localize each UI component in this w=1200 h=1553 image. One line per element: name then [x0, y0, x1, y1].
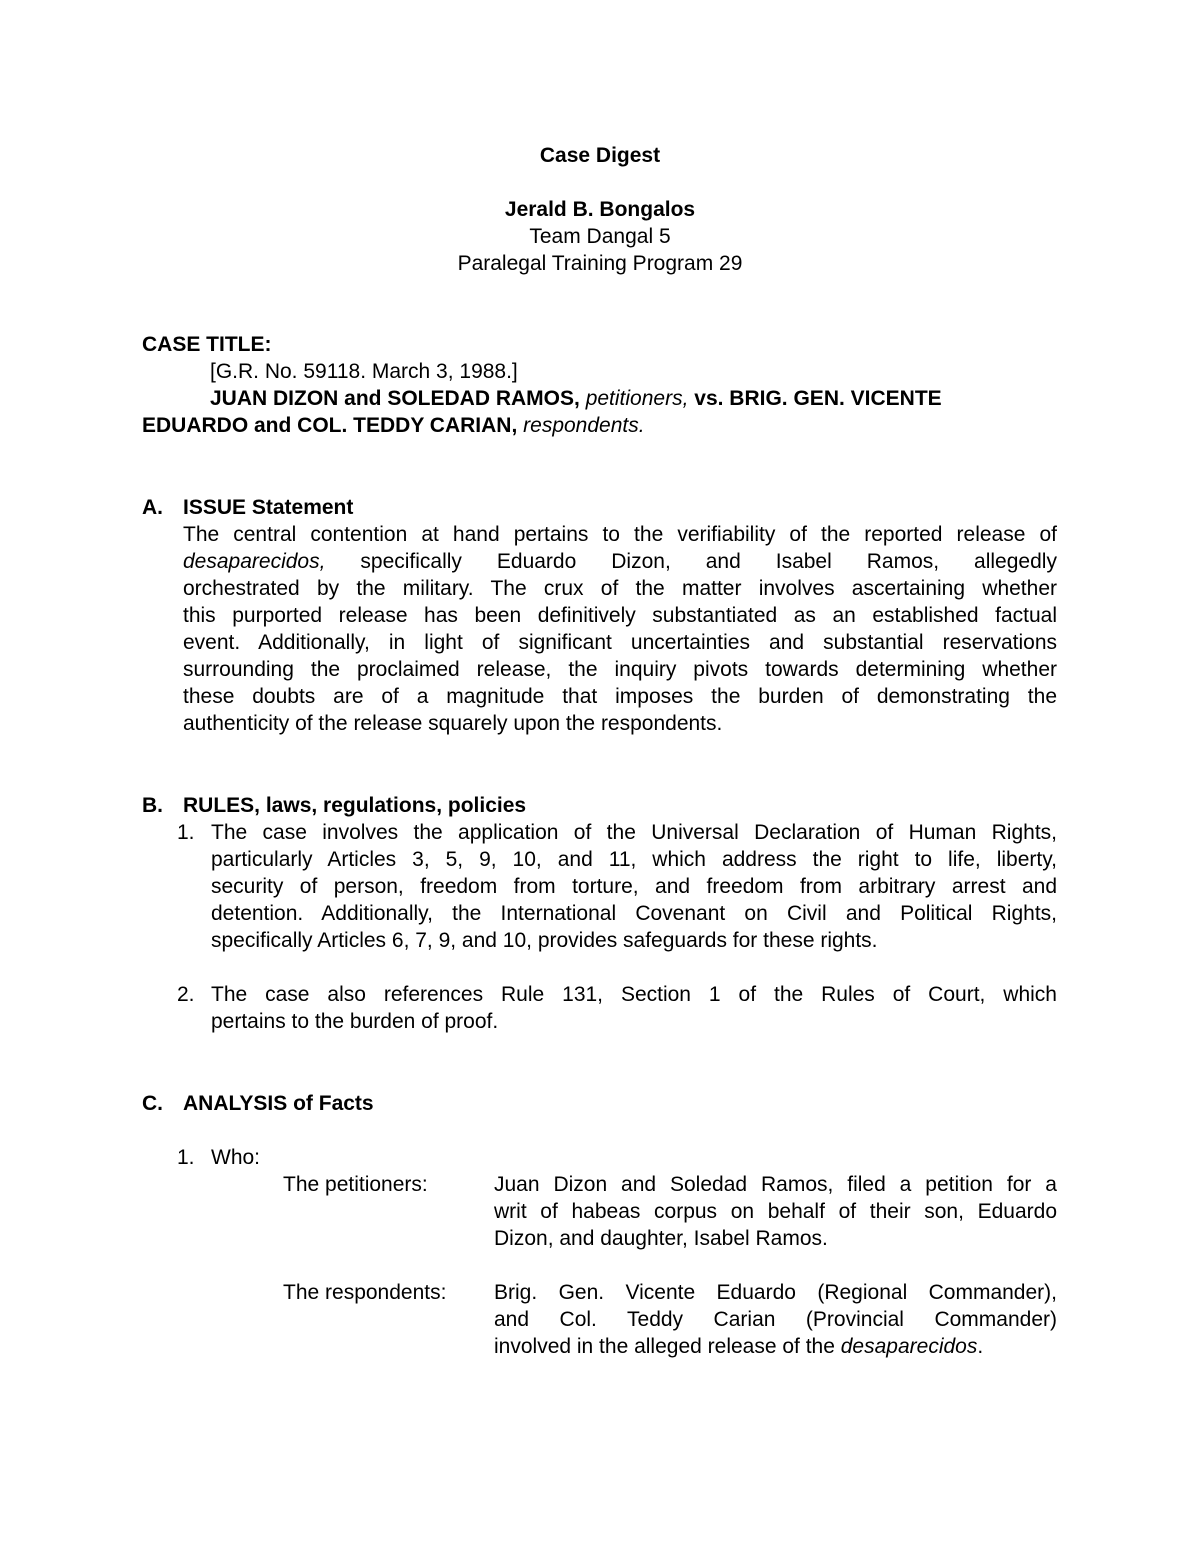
respondents-line-2: and Col. Teddy Carian (Provincial Commander) — [494, 1308, 1057, 1331]
issue-line-2: desaparecidos, specifically Eduardo Dizon, and Isabel Ramos, allegedly — [183, 550, 1057, 573]
petitioners-word: petitioners, — [585, 387, 689, 410]
issue-line-4: this purported release has been definitively substantiated as an established factual — [183, 604, 1057, 627]
respondents-line-1: Brig. Gen. Vicente Eduardo (Regional Commander), — [494, 1281, 1057, 1304]
petitioners-line-1: Juan Dizon and Soledad Ramos, filed a petition for a — [494, 1173, 1057, 1196]
analysis-item-number: 1. — [177, 1146, 195, 1169]
petitioners-line-2: writ of habeas corpus on behalf of their son, Eduardo — [494, 1200, 1057, 1223]
respondents-line-3-end: . — [977, 1335, 984, 1358]
analysis-item-label: Who: — [211, 1146, 261, 1169]
rule-item-1-number: 1. — [177, 821, 195, 844]
petitioners-line-3: Dizon, and daughter, Isabel Ramos. — [494, 1227, 828, 1250]
case-parties-line-1 — [210, 385, 1030, 412]
section-b-heading: RULES, laws, regulations, policies — [183, 794, 527, 817]
issue-line-1: The central contention at hand pertains to the verifiability of the reported release of — [183, 523, 1057, 546]
team-name: Team Dangal 5 — [529, 225, 671, 248]
issue-line-3: orchestrated by the military. The crux of the matter involves ascertaining whether — [183, 577, 1057, 600]
rule-2-line-1: The case also references Rule 131, Section 1 of the Rules of Court, which — [211, 983, 1057, 1006]
program-name: Paralegal Training Program 29 — [457, 252, 743, 275]
author-name: Jerald B. Bongalos — [504, 198, 696, 221]
vs-respondents-start: vs. BRIG. GEN. VICENTE — [694, 387, 942, 410]
gr-number: [G.R. No. 59118. March 3, 1988.] — [210, 360, 518, 383]
respondents-label: The respondents: — [283, 1281, 447, 1304]
petitioners-label: The petitioners: — [283, 1173, 428, 1196]
petitioners-names: JUAN DIZON and SOLEDAD RAMOS, — [210, 387, 580, 410]
rule-1-line-4: detention. Additionally, the International Covenant on Civil and Political Rights, — [211, 902, 1057, 925]
desaparecidos-term-2: desaparecidos — [840, 1335, 978, 1358]
rule-1-line-5: specifically Articles 6, 7, 9, and 10, provides safeguards for these rights. — [211, 929, 878, 952]
issue-line-6: surrounding the proclaimed release, the inquiry pivots towards determining whether — [183, 658, 1057, 681]
rule-item-2-text — [211, 981, 1057, 1035]
rule-1-line-3: security of person, freedom from torture, and freedom from arbitrary arrest and — [211, 875, 1057, 898]
rule-item-2-number: 2. — [177, 983, 195, 1006]
issue-line-7: these doubts are of a magnitude that imposes the burden of demonstrating the — [183, 685, 1057, 708]
document-title: Case Digest — [539, 144, 661, 167]
section-c-heading: ANALYSIS of Facts — [183, 1092, 374, 1115]
issue-statement-paragraph — [183, 521, 1057, 737]
rule-1-line-1: The case involves the application of the Universal Declaration of Human Rights, — [211, 821, 1057, 844]
section-a-letter: A. — [142, 496, 163, 519]
rule-2-line-2: pertains to the burden of proof. — [211, 1010, 499, 1033]
case-parties-line-2 — [142, 412, 645, 439]
issue-line-5: event. Additionally, in light of significant uncertainties and substantial reservations — [183, 631, 1057, 654]
issue-line-8: authenticity of the release squarely upon the respondents. — [183, 712, 723, 735]
case-title-heading: CASE TITLE: — [142, 333, 272, 356]
section-b-letter: B. — [142, 794, 163, 817]
rule-item-1-text — [211, 819, 1057, 954]
section-a-heading: ISSUE Statement — [183, 496, 354, 519]
respondents-names: EDUARDO and COL. TEDDY CARIAN, — [142, 414, 518, 437]
respondents-line-3 — [494, 1333, 1057, 1360]
respondents-word: respondents. — [523, 414, 645, 437]
respondents-description — [494, 1279, 1057, 1360]
petitioners-description — [494, 1171, 1057, 1252]
desaparecidos-term: desaparecidos, — [183, 550, 326, 573]
rule-1-line-2: particularly Articles 3, 5, 9, 10, and 11, which address the right to life, liberty, — [211, 848, 1057, 871]
respondents-line-3-text: involved in the alleged release of the — [494, 1335, 835, 1358]
section-c-letter: C. — [142, 1092, 163, 1115]
